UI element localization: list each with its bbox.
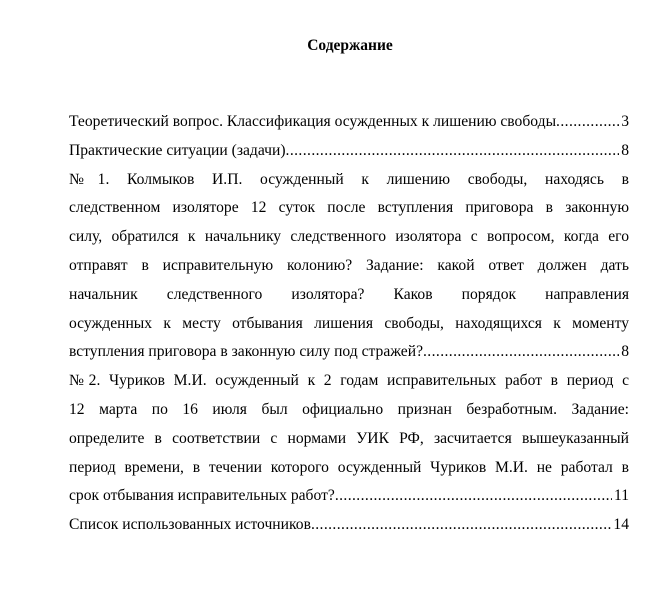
toc-entry-sources	[69, 511, 629, 540]
toc-entry-line: период времени, в течении которого осужденный Чуриков М.И. не работал в	[69, 458, 629, 476]
toc-page-number: 8	[621, 141, 629, 159]
toc-page-number: 14	[613, 516, 629, 534]
table-of-contents	[69, 108, 629, 540]
toc-entry-practical	[69, 137, 629, 166]
toc-entry-line: отправят в исправительную колонию? Задание: какой ответ должен дать	[69, 256, 629, 274]
toc-entry-line: силу, обратился к начальнику следственного изолятора с вопросом, когда его	[69, 228, 629, 246]
toc-entry-text: Практические ситуации (задачи)	[69, 141, 286, 159]
toc-entry-line: №2. Чуриков М.И. осужденный к 2 годам исправительных работ в период с	[69, 372, 629, 390]
dot-leader	[556, 108, 619, 137]
toc-entry-line: начальник следственного изолятора? Каков порядок направления	[69, 285, 629, 303]
toc-entry-text: срок отбывания исправительных работ?	[69, 487, 335, 505]
toc-page-number: 11	[613, 487, 629, 505]
toc-entry-task-1	[69, 166, 629, 368]
toc-entry-task-2	[69, 367, 629, 511]
toc-entry-line: 12 марта по 16 июля был официально признан безработным. Задание:	[69, 400, 629, 418]
toc-line	[69, 338, 629, 367]
toc-entry-text: Теоретический вопрос. Классификация осужденных к лишению свободы	[69, 113, 557, 130]
toc-entry-line: №1. Колмыков И.П. осужденный к лишению свободы, находясь в	[69, 170, 629, 188]
toc-entry-line: определите в соответствии с нормами УИК РФ, засчитается вышеуказанный	[69, 429, 629, 447]
dot-leader	[311, 511, 611, 540]
dot-leader	[286, 137, 620, 166]
toc-entry-line: следственном изоляторе 12 суток после вступления приговора в законную	[69, 199, 629, 217]
toc-entry-text: вступления приговора в законную силу под стражей?	[69, 343, 423, 361]
toc-entry-text: Список использованных источников	[69, 516, 311, 534]
toc-line	[69, 108, 629, 137]
toc-entry-line: осужденных к месту отбывания лишения свободы, находящихся к моменту	[69, 314, 629, 332]
toc-line	[69, 511, 629, 540]
dot-leader	[423, 338, 619, 367]
toc-line	[69, 137, 629, 166]
toc-entry-theory	[69, 108, 629, 137]
dot-leader	[335, 482, 612, 511]
page-title: Содержание	[307, 37, 393, 54]
toc-line	[69, 482, 629, 511]
toc-page-number: 8	[621, 343, 629, 361]
toc-page-number: 3	[621, 113, 629, 130]
